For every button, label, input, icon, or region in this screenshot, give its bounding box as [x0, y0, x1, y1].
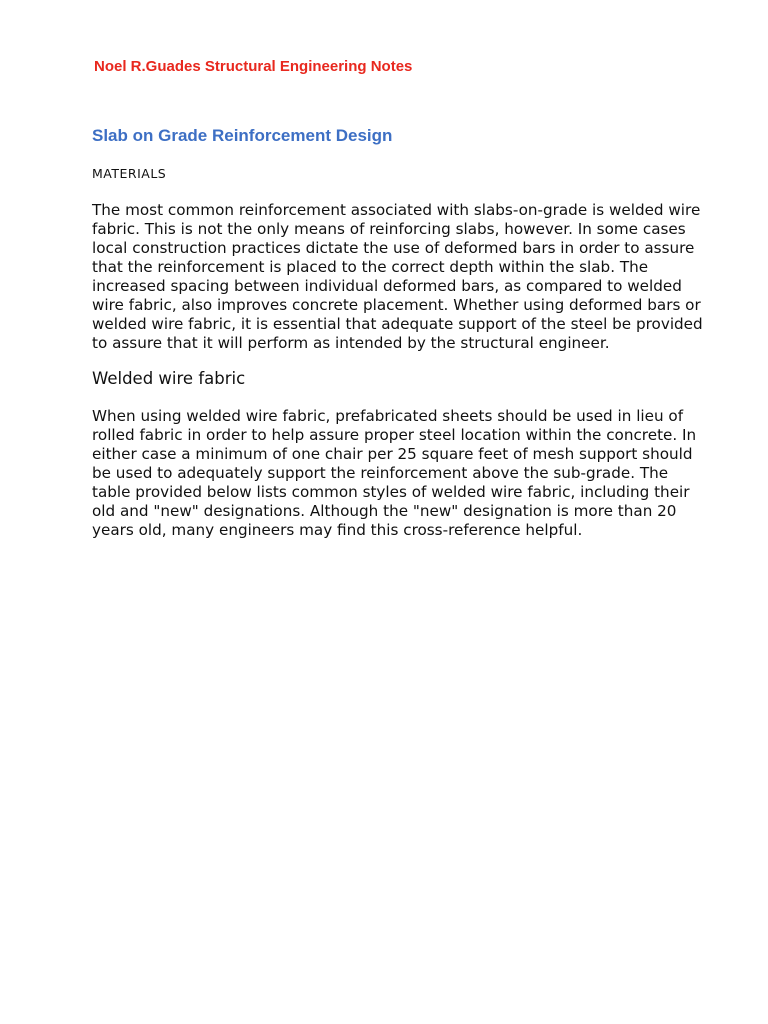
- site-header-title: Noel R.Guades Structural Engineering Notes: [94, 58, 413, 75]
- paragraph-line: be used to adequately support the reinforcement above the sub-grade. The: [92, 464, 669, 482]
- paragraph-line: increased spacing between individual deformed bars, as compared to welded: [92, 277, 682, 295]
- paragraph-line: table provided below lists common styles of welded wire fabric, including their: [92, 483, 690, 501]
- paragraph-line: that the reinforcement is placed to the correct depth within the slab. The: [92, 258, 649, 276]
- paragraph-line: welded wire fabric, it is essential that adequate support of the steel be provided: [92, 315, 703, 333]
- paragraph-line: to assure that it will perform as intended by the structural engineer.: [92, 334, 610, 352]
- subheading-welded-wire-fabric: Welded wire fabric: [92, 369, 246, 388]
- paragraph-line: wire fabric, also improves concrete placement. Whether using deformed bars or: [92, 296, 701, 314]
- paragraph-line: rolled fabric in order to help assure proper steel location within the concrete. In: [92, 426, 697, 444]
- paragraph-line: When using welded wire fabric, prefabricated sheets should be used in lieu of: [92, 407, 684, 425]
- welded-wire-fabric-paragraph: [92, 407, 712, 540]
- paragraph-line: The most common reinforcement associated with slabs-on-grade is welded wire: [92, 201, 701, 219]
- page-title: Slab on Grade Reinforcement Design: [92, 126, 393, 145]
- paragraph-line: fabric. This is not the only means of reinforcing slabs, however. In some cases: [92, 220, 686, 238]
- paragraph-line: either case a minimum of one chair per 25 square feet of mesh support should: [92, 445, 693, 463]
- paragraph-line: local construction practices dictate the use of deformed bars in order to assure: [92, 239, 695, 257]
- section-label-materials: MATERIALS: [92, 166, 167, 181]
- paragraph-line: years old, many engineers may find this cross-reference helpful.: [92, 521, 583, 539]
- paragraph-line: old and "new" designations. Although the "new" designation is more than 20: [92, 502, 677, 520]
- materials-paragraph: [92, 201, 712, 353]
